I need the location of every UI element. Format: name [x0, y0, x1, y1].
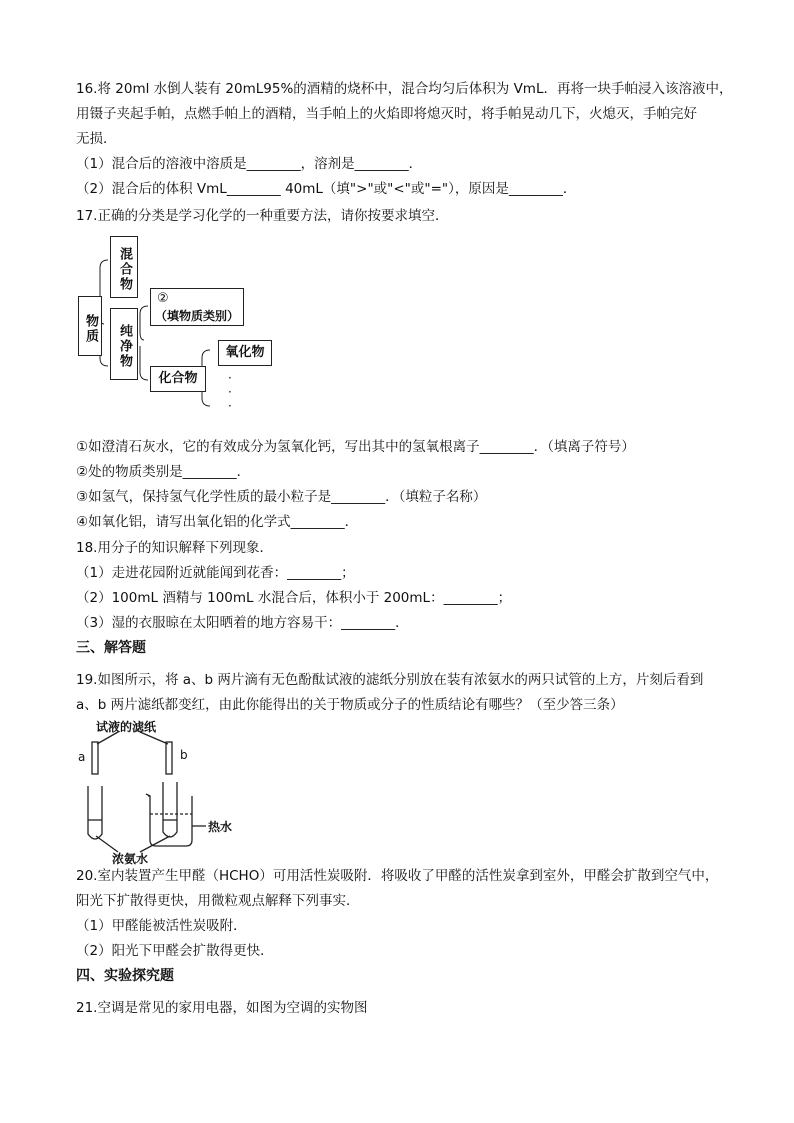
- blank2-marker: ②: [157, 291, 169, 306]
- q17-stem: 17.正确的分类是学习化学的一种重要方法，请你按要求填空．: [76, 208, 449, 224]
- label-b: b: [180, 748, 188, 762]
- q19-line1: 19.如图所示，将 a、b 两片滴有无色酚酞试液的滤纸分别放在装有浓氨水的两只试管的上方，片刻后看到: [76, 672, 704, 688]
- node-substance: 物质: [78, 296, 102, 356]
- label-concentrated-ammonia: 浓氨水: [112, 852, 149, 866]
- node-compound: 化合物: [150, 366, 206, 392]
- q17-item-4: ④如氧化铝，请写出氧化铝的化学式________．: [76, 514, 359, 530]
- node-pure-substance: 纯净物: [110, 308, 138, 380]
- q16-sub2: （2）混合后的体积 VmL________ 40mL（填">"或"<"或"="），原因是________．: [76, 181, 577, 197]
- section-heading-4: 四、实验探究题: [76, 968, 174, 984]
- q18-stem: 18.用分子的知识解释下列现象．: [76, 540, 273, 556]
- label-hot-water: 热水: [208, 820, 233, 834]
- ellipsis-dot-1: ·: [228, 371, 232, 385]
- blank2-hint: （填物质类别）: [155, 309, 240, 323]
- ellipsis-dot-2: ·: [228, 385, 232, 399]
- q16-line3: 无损．: [76, 131, 117, 147]
- q16-sub1: （1）混合后的溶液中溶质是________，溶剂是________．: [76, 156, 423, 172]
- q17-item-3: ③如氢气，保持氢气化学性质的最小粒子是________．（填粒子名称）: [76, 489, 487, 505]
- ellipsis-dot-3: ·: [228, 399, 232, 413]
- q20-sub1: （1）甲醛能被活性炭吸附．: [76, 918, 247, 934]
- q18-item-1: （1）走进花园附近就能闻到花香：________；: [76, 565, 355, 581]
- q17-item-1: ①如澄清石灰水，它的有效成分为氢氧化钙，写出其中的氢氧根离子________．（填离子符号）: [76, 439, 635, 455]
- q21-stem: 21.空调是常见的家用电器，如图为空调的实物图: [76, 1000, 368, 1016]
- q20-line1: 20.室内装置产生甲醛（HCHO）可用活性炭吸附．将吸收了甲醛的活性炭拿到室外，甲醛会扩散到空气中，: [76, 868, 719, 884]
- section-heading-3: 三、解答题: [76, 640, 146, 656]
- q18-item-2: （2）100mL 酒精与 100mL 水混合后，体积小于 200mL：________；: [76, 590, 512, 606]
- node-mixture: 混合物: [110, 236, 138, 298]
- q16-line1: 16.将 20ml 水倒人装有 20mL95%的酒精的烧杯中，混合均匀后体积为 VmL．再将一块手帕浸入该溶液中，: [76, 81, 733, 97]
- q19-line2: a、b 两片滤纸都变红，由此你能得出的关于物质或分子的性质结论有哪些？（至少答三条）: [76, 697, 624, 713]
- q20-line2: 阳光下扩散得更快，用微粒观点解释下列事实．: [76, 893, 360, 909]
- q18-item-3: （3）湿的衣服晾在太阳晒着的地方容易干：________．: [76, 615, 409, 631]
- q17-item-2: ②处的物质类别是________．: [76, 464, 251, 480]
- label-filter-paper: 试液的滤纸: [96, 720, 157, 734]
- label-a: a: [78, 750, 86, 764]
- q20-sub2: （2）阳光下甲醛会扩散得更快．: [76, 943, 274, 959]
- node-oxide: 氧化物: [218, 340, 272, 366]
- q16-line2: 用镊子夹起手帕，点燃手帕上的酒精，当手帕上的火焰即将熄灭时，将手帕晃动几下，火熄灭，手帕完好: [76, 106, 697, 122]
